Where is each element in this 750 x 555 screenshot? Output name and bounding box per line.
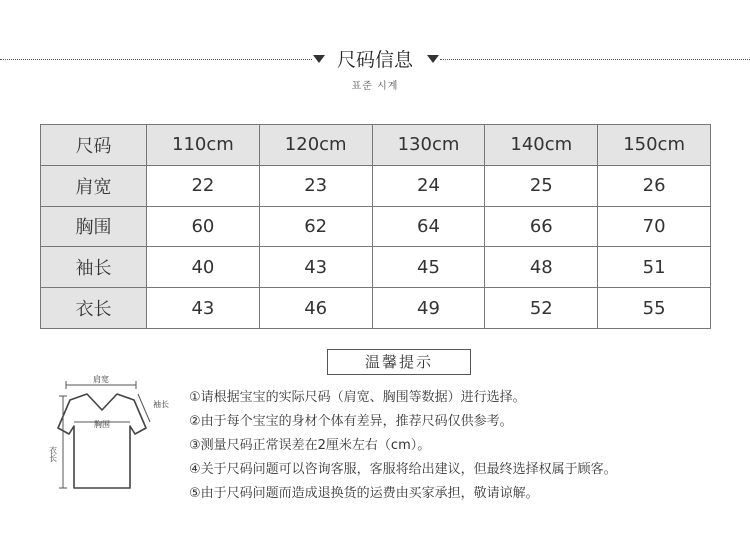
table-cell: 70	[598, 206, 711, 247]
table-row	[41, 288, 711, 329]
table-cell: 66	[485, 206, 598, 247]
table-cell: 24	[372, 165, 485, 206]
table-cell: 43	[259, 247, 372, 288]
column-header: 130cm	[372, 125, 485, 166]
table-row	[41, 247, 711, 288]
table-row	[41, 165, 711, 206]
table-cell: 55	[598, 288, 711, 329]
tip-item: ④关于尺码问题可以咨询客服，客服将给出建议，但最终选择权属于顾客。	[189, 462, 617, 477]
tip-item: ①请根据宝宝的实际尺码（肩宽、胸围等数据）进行选择。	[189, 390, 526, 405]
table-cell: 25	[485, 165, 598, 206]
page-title: 尺码信息	[336, 49, 413, 71]
table-cell: 22	[147, 165, 260, 206]
row-label: 胸围	[41, 206, 147, 247]
table-row	[41, 206, 711, 247]
tip-item: ③测量尺码正常误差在2厘米左右（cm）。	[189, 438, 431, 453]
header-divider-right	[440, 59, 750, 60]
row-label: 袖长	[41, 247, 147, 288]
shoulder-label: 肩宽	[93, 375, 109, 384]
table-cell: 45	[372, 247, 485, 288]
table-cell: 52	[485, 288, 598, 329]
tip-item: ⑤由于尺码问题而造成退换货的运费由买家承担，敬请谅解。	[189, 486, 539, 501]
column-header: 150cm	[598, 125, 711, 166]
column-header: 140cm	[485, 125, 598, 166]
tips-list	[189, 386, 729, 506]
chest-label: 胸围	[94, 420, 110, 429]
page-subtitle: 표준 시계	[351, 81, 399, 92]
table-cell: 62	[259, 206, 372, 247]
triangle-down-icon	[427, 55, 439, 63]
table-cell: 46	[259, 288, 372, 329]
tips-title: 温馨提示	[327, 349, 471, 375]
sleeve-label: 袖长	[153, 400, 169, 409]
tshirt-measurement-diagram	[48, 372, 172, 496]
table-cell: 49	[372, 288, 485, 329]
column-header: 尺码	[41, 125, 147, 166]
table-cell: 48	[485, 247, 598, 288]
header-divider-left	[0, 59, 312, 60]
column-header: 110cm	[147, 125, 260, 166]
table-cell: 51	[598, 247, 711, 288]
column-header: 120cm	[259, 125, 372, 166]
table-cell: 40	[147, 247, 260, 288]
size-table	[40, 124, 711, 329]
table-header-row	[41, 125, 711, 166]
row-label: 衣长	[41, 288, 147, 329]
table-cell: 26	[598, 165, 711, 206]
row-label: 肩宽	[41, 165, 147, 206]
table-cell: 64	[372, 206, 485, 247]
triangle-down-icon	[313, 55, 325, 63]
tip-item: ②由于每个宝宝的身材个体有差异，推荐尺码仅供参考。	[189, 414, 513, 429]
table-cell: 43	[147, 288, 260, 329]
length-label: 衣长	[48, 446, 58, 462]
table-cell: 23	[259, 165, 372, 206]
table-cell: 60	[147, 206, 260, 247]
